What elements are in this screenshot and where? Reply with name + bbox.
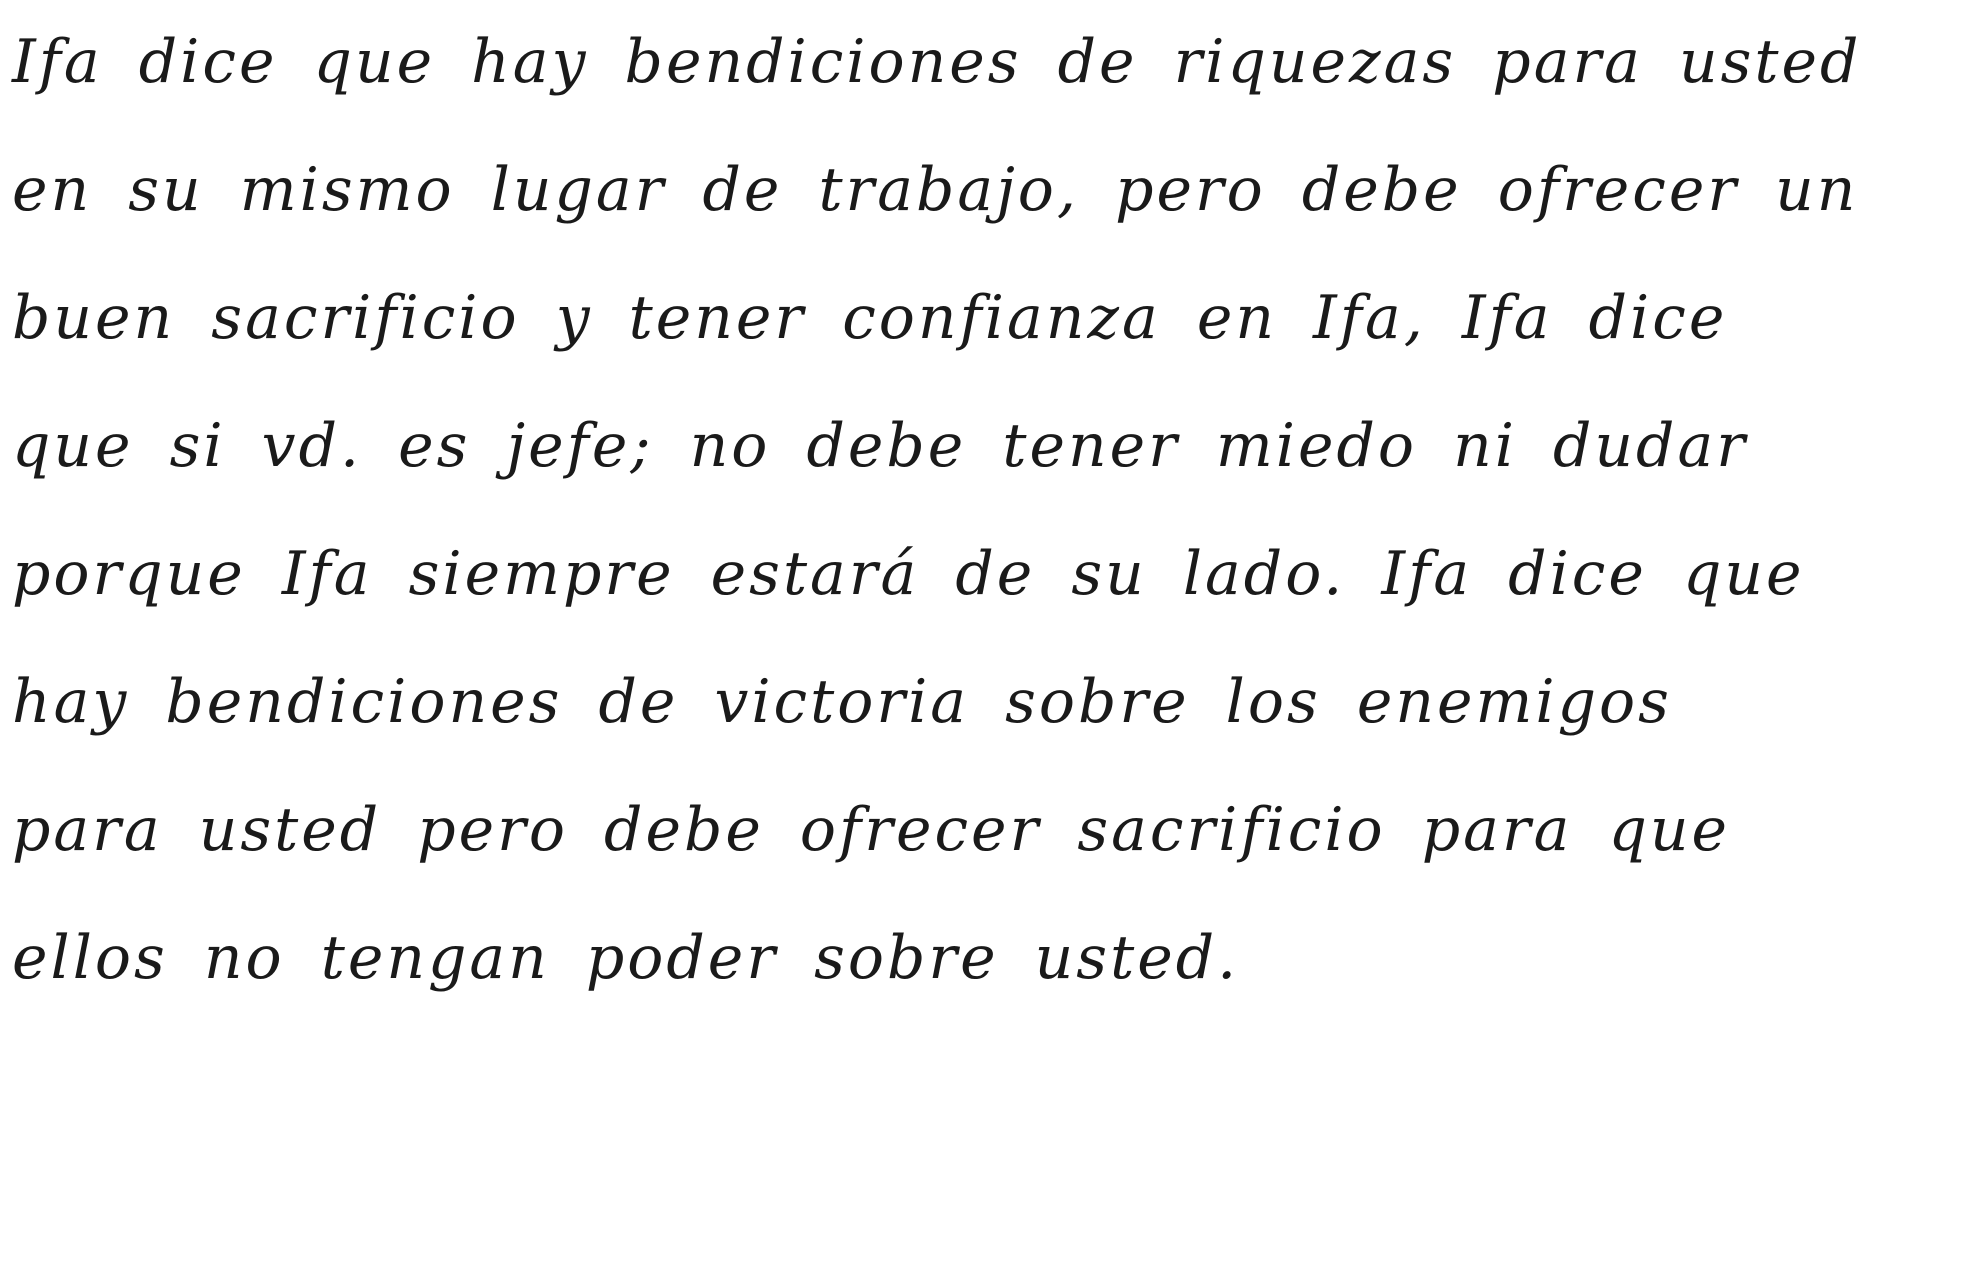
text-line-4: que si vd. es jefe; no debe tener miedo ni dudar: [12, 411, 1748, 481]
text-line-8: ellos no tengan poder sobre usted.: [12, 923, 1240, 993]
text-line-3: buen sacrificio y tener confianza en Ifa, Ifa dice: [12, 283, 1728, 353]
text-line-1: Ifa dice que hay bendiciones de riquezas para usted: [12, 27, 1862, 97]
text-line-7: para usted pero debe ofrecer sacrificio para que: [12, 795, 1731, 865]
text-line-5: porque Ifa siempre estará de su lado. Ifa dice que: [12, 539, 1805, 609]
text-line-2: en su mismo lugar de trabajo, pero debe ofrecer un: [12, 155, 1859, 225]
text-line-6: hay bendiciones de victoria sobre los enemigos: [12, 667, 1672, 737]
